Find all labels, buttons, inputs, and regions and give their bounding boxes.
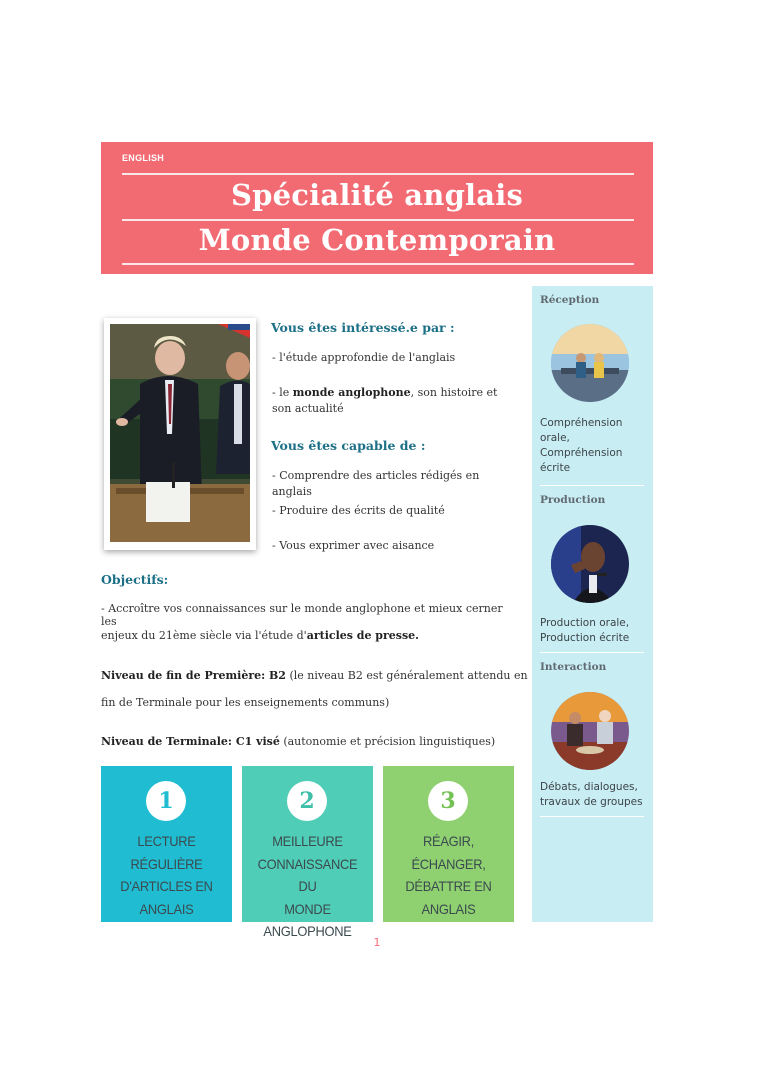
- capable-heading: Vous êtes capable de :: [271, 438, 426, 453]
- sidebar-text-line: travaux de groupes: [540, 796, 643, 808]
- sidebar-text-reception: [540, 416, 650, 476]
- level-terminale-text: (autonomie et précision linguistiques): [279, 735, 496, 748]
- sidebar-text-line: écrite: [540, 462, 571, 474]
- sidebar-heading-reception: Réception: [540, 294, 600, 306]
- sidebar-text-line: Débats, dialogues,: [540, 781, 638, 793]
- sidebar-text-line: Production écrite: [540, 632, 630, 644]
- level-premiere-label: Niveau de fin de Première: B2: [101, 669, 286, 682]
- interested-item-suffix: , son histoire et son actualité: [272, 386, 498, 415]
- interested-item-prefix: - le: [272, 386, 293, 399]
- interested-item: - l'étude approfondie de l'anglais: [272, 351, 456, 364]
- reception-photo: [551, 324, 629, 402]
- banner-rule: [122, 263, 634, 265]
- sidebar-heading-interaction: Interaction: [540, 661, 607, 673]
- banner-tag: ENGLISH: [122, 153, 165, 163]
- goal-text-line: RÉAGIR, ÉCHANGER,: [411, 833, 486, 872]
- goal-number: 2: [287, 781, 327, 821]
- level-premiere-text: (le niveau B2 est généralement attendu en: [285, 669, 528, 682]
- page-title-line1: Spécialité anglais: [230, 178, 523, 212]
- goal-text-line: LECTURE RÉGULIÈRE: [130, 833, 203, 872]
- objectives-line2: [101, 629, 521, 642]
- sidebar-text-interaction: [540, 780, 650, 810]
- goal-text-line: CONNAISSANCE DU: [257, 855, 358, 894]
- banner-rule: [122, 173, 634, 175]
- goal-text-line: ANGLAIS: [421, 900, 476, 917]
- goal-text-line: ANGLAIS: [139, 900, 194, 917]
- level-terminale-label: Niveau de Terminale: C1 visé: [101, 735, 280, 748]
- sidebar-divider: [540, 816, 644, 817]
- skills-sidebar: [532, 286, 653, 922]
- sidebar-divider: [540, 652, 644, 653]
- sidebar-divider: [540, 485, 644, 486]
- goal-text-line: D'ARTICLES EN: [120, 878, 213, 894]
- banner-rule: [122, 219, 634, 221]
- sidebar-text-line: Production orale,: [540, 617, 630, 629]
- goal-number: 1: [146, 781, 186, 821]
- objectives-line2-prefix: enjeux du 21ème siècle via l'étude d': [101, 629, 307, 642]
- capable-item: - Vous exprimer avec aisance: [272, 539, 435, 552]
- objectives-line2-bold: articles de presse.: [306, 629, 419, 642]
- objectives-heading: Objectifs:: [101, 572, 169, 587]
- sidebar-text-line: Compréhension: [540, 417, 623, 429]
- goal-text-line: MONDE: [284, 900, 331, 917]
- capable-item: - Produire des écrits de qualité: [272, 504, 445, 517]
- interested-heading: Vous êtes intéressé.e par :: [271, 320, 455, 335]
- level-terminale: [101, 735, 531, 748]
- goal-text: [110, 830, 223, 920]
- header-banner: [101, 142, 653, 274]
- level-premiere-continued: fin de Terminale pour les enseignements communs): [101, 696, 390, 709]
- parliament-photo-image: [110, 324, 250, 542]
- sidebar-text-line: orale,: [540, 432, 570, 444]
- goal-text-line: ANGLOPHONE: [263, 923, 352, 939]
- parliament-photo: [104, 318, 256, 550]
- production-photo: [551, 525, 629, 603]
- page-number: 1: [373, 936, 381, 949]
- goal-text: [251, 830, 364, 943]
- goal-text-line: DÉBATTRE EN: [405, 878, 492, 894]
- interested-item: [272, 385, 517, 417]
- interested-item-bold: monde anglophone: [292, 386, 411, 399]
- level-premiere: [101, 669, 531, 682]
- objectives-line1: - Accroître vos connaissances sur le monde anglophone et mieux cerner les: [101, 602, 503, 628]
- goal-text-line: MEILLEURE: [272, 833, 343, 849]
- goal-box-1: [101, 766, 232, 922]
- interaction-photo: [551, 692, 629, 770]
- goal-box-3: [383, 766, 514, 922]
- goal-number: 3: [428, 781, 468, 821]
- page-title-line2: Monde Contemporain: [198, 223, 556, 257]
- sidebar-text-line: Compréhension: [540, 447, 623, 459]
- capable-item: - Comprendre des articles rédigés en anglais: [272, 469, 480, 498]
- sidebar-text-production: [540, 616, 650, 646]
- goal-box-2: [242, 766, 373, 939]
- sidebar-heading-production: Production: [540, 494, 606, 506]
- goal-text: [392, 830, 505, 920]
